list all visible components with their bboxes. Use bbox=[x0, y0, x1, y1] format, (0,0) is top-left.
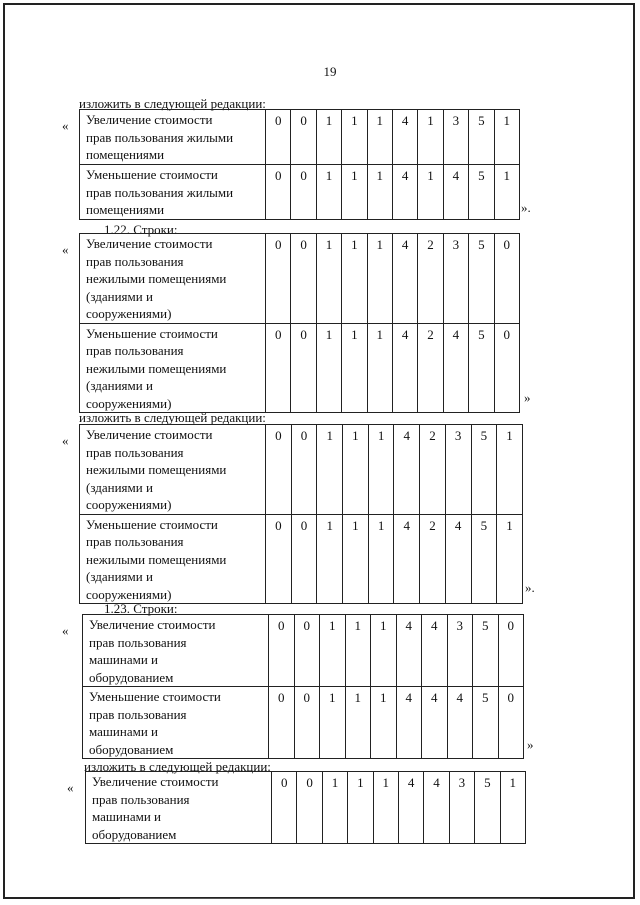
code-digit: 5 bbox=[475, 772, 500, 844]
code-digit: 4 bbox=[424, 772, 449, 844]
row-label-line: прав пользования bbox=[86, 444, 184, 460]
code-digit: 5 bbox=[473, 687, 499, 759]
row-label-line: (зданиями и bbox=[86, 378, 153, 393]
code-digit: 0 bbox=[266, 234, 291, 324]
code-digit: 3 bbox=[445, 425, 471, 515]
section-intro: 1.22. Строки: bbox=[104, 222, 178, 237]
row-label bbox=[86, 772, 272, 844]
code-digit: 4 bbox=[422, 687, 448, 759]
code-digit: 5 bbox=[471, 514, 497, 604]
row-label-line: (зданиями и bbox=[86, 569, 153, 584]
code-digit: 0 bbox=[498, 615, 524, 687]
code-digit: 0 bbox=[297, 772, 322, 844]
code-digit: 2 bbox=[418, 234, 443, 324]
code-digit: 1 bbox=[494, 165, 519, 220]
code-digit: 4 bbox=[422, 615, 448, 687]
code-digit: 2 bbox=[420, 425, 446, 515]
row-label-line: Увеличение стоимости bbox=[86, 112, 213, 127]
row-label-line: прав пользования bbox=[86, 343, 184, 358]
code-digit: 1 bbox=[497, 514, 523, 604]
code-digit: 2 bbox=[420, 514, 446, 604]
row-label-line: (зданиями и bbox=[86, 288, 153, 304]
code-digit: 1 bbox=[343, 514, 369, 604]
code-digit: 0 bbox=[291, 323, 316, 413]
code-digit: 1 bbox=[367, 110, 392, 165]
code-digit: 4 bbox=[396, 687, 422, 759]
table-row bbox=[80, 165, 520, 220]
row-label-line: машинами и bbox=[89, 652, 158, 667]
code-table bbox=[85, 771, 526, 844]
code-table bbox=[79, 424, 523, 604]
section-intro: изложить в следующей редакции: bbox=[84, 759, 271, 774]
row-label-line: (зданиями и bbox=[86, 479, 153, 495]
table-row bbox=[83, 687, 524, 759]
row-label-line: оборудованием bbox=[89, 669, 174, 685]
code-digit: 1 bbox=[316, 234, 341, 324]
row-label-line: помещениями bbox=[86, 202, 165, 217]
code-digit: 1 bbox=[320, 615, 346, 687]
code-digit: 1 bbox=[371, 687, 397, 759]
code-digit: 1 bbox=[322, 772, 347, 844]
code-digit: 0 bbox=[291, 514, 317, 604]
code-digit: 5 bbox=[469, 323, 494, 413]
code-digit: 1 bbox=[342, 110, 367, 165]
code-digit: 4 bbox=[392, 165, 417, 220]
code-digit: 4 bbox=[396, 615, 422, 687]
row-label-line: прав пользования bbox=[89, 634, 187, 650]
code-digit: 0 bbox=[494, 323, 519, 413]
code-digit: 1 bbox=[494, 110, 519, 165]
row-label-line: Уменьшение стоимости bbox=[89, 689, 221, 704]
row-label-line: Уменьшение стоимости bbox=[86, 325, 218, 341]
code-digit: 0 bbox=[294, 687, 320, 759]
close-quote: ». bbox=[525, 580, 535, 595]
row-label bbox=[80, 323, 266, 413]
code-digit: 0 bbox=[272, 772, 297, 844]
code-digit: 5 bbox=[469, 165, 494, 220]
code-digit: 4 bbox=[392, 110, 417, 165]
row-label-line: сооружениями) bbox=[86, 497, 172, 512]
code-digit: 1 bbox=[418, 165, 443, 220]
code-digit: 1 bbox=[368, 514, 394, 604]
code-digit: 0 bbox=[291, 425, 317, 515]
row-label-line: оборудованием bbox=[89, 741, 174, 757]
row-label-line: нежилыми помещениями bbox=[86, 551, 227, 567]
open-quote: « bbox=[67, 780, 74, 795]
code-digit: 1 bbox=[367, 234, 392, 324]
row-label-line: прав пользования жилыми bbox=[86, 184, 234, 200]
code-digit: 0 bbox=[269, 687, 295, 759]
code-digit: 3 bbox=[447, 615, 473, 687]
code-digit: 4 bbox=[443, 165, 468, 220]
row-label-line: помещениями bbox=[86, 147, 165, 162]
code-digit: 4 bbox=[392, 323, 417, 413]
table-row bbox=[86, 772, 526, 844]
code-digit: 4 bbox=[398, 772, 423, 844]
row-label-line: нежилыми помещениями bbox=[86, 271, 227, 286]
code-digit: 0 bbox=[494, 234, 519, 324]
section-intro: 1.23. Строки: bbox=[104, 601, 178, 616]
row-label-line: прав пользования bbox=[89, 706, 187, 722]
code-digit: 3 bbox=[443, 234, 468, 324]
code-digit: 1 bbox=[368, 425, 394, 515]
code-digit: 5 bbox=[469, 234, 494, 324]
code-digit: 1 bbox=[317, 425, 343, 515]
open-quote: « bbox=[62, 433, 69, 448]
code-digit: 4 bbox=[394, 514, 420, 604]
code-digit: 0 bbox=[266, 110, 291, 165]
row-label-line: сооружениями) bbox=[86, 395, 172, 411]
code-digit: 2 bbox=[418, 323, 443, 413]
row-label-line: сооружениями) bbox=[86, 586, 172, 602]
section-intro: изложить в следующей редакции: bbox=[79, 96, 266, 111]
code-digit: 0 bbox=[266, 165, 291, 220]
code-digit: 0 bbox=[294, 615, 320, 687]
close-quote: » bbox=[524, 390, 531, 405]
table-row bbox=[80, 514, 523, 604]
row-label-line: Уменьшение стоимости bbox=[86, 516, 218, 532]
code-digit: 1 bbox=[316, 110, 341, 165]
close-quote: » bbox=[527, 737, 534, 752]
code-digit: 1 bbox=[373, 772, 398, 844]
code-digit: 1 bbox=[342, 165, 367, 220]
code-digit: 5 bbox=[473, 615, 499, 687]
row-label-line: Увеличение стоимости bbox=[92, 774, 219, 789]
code-digit: 0 bbox=[291, 110, 316, 165]
code-digit: 1 bbox=[497, 425, 523, 515]
close-quote: ». bbox=[521, 200, 531, 215]
code-digit: 0 bbox=[266, 323, 291, 413]
row-label-line: машинами и bbox=[89, 724, 158, 739]
code-digit: 0 bbox=[266, 514, 292, 604]
section-intro: изложить в следующей редакции: bbox=[79, 410, 266, 425]
row-label bbox=[80, 110, 266, 165]
code-digit: 1 bbox=[367, 323, 392, 413]
code-digit: 1 bbox=[316, 323, 341, 413]
row-label-line: оборудованием bbox=[92, 826, 177, 842]
code-digit: 3 bbox=[443, 110, 468, 165]
row-label bbox=[83, 687, 269, 759]
page-number: 19 bbox=[323, 64, 337, 79]
table-row bbox=[80, 234, 520, 324]
code-digit: 1 bbox=[343, 425, 369, 515]
row-label bbox=[80, 165, 266, 220]
code-digit: 0 bbox=[291, 165, 316, 220]
open-quote: « bbox=[62, 118, 69, 133]
code-table bbox=[79, 109, 520, 220]
table-row bbox=[80, 323, 520, 413]
code-digit: 4 bbox=[445, 514, 471, 604]
code-digit: 1 bbox=[500, 772, 525, 844]
row-label-line: сооружениями) bbox=[86, 306, 172, 321]
row-label-line: прав пользования жилыми bbox=[86, 129, 234, 145]
scan-edge bbox=[120, 898, 540, 899]
code-digit: 1 bbox=[418, 110, 443, 165]
code-digit: 1 bbox=[348, 772, 373, 844]
row-label-line: Увеличение стоимости bbox=[86, 236, 213, 251]
code-digit: 4 bbox=[447, 687, 473, 759]
code-digit: 1 bbox=[342, 234, 367, 324]
code-digit: 5 bbox=[471, 425, 497, 515]
row-label-line: прав пользования bbox=[86, 534, 184, 549]
row-label-line: прав пользования bbox=[86, 253, 184, 269]
code-digit: 1 bbox=[345, 687, 371, 759]
row-label-line: Уменьшение стоимости bbox=[86, 167, 218, 182]
code-digit: 0 bbox=[291, 234, 316, 324]
code-digit: 1 bbox=[317, 514, 343, 604]
table-row bbox=[80, 110, 520, 165]
code-digit: 1 bbox=[345, 615, 371, 687]
row-label-line: машинами и bbox=[92, 809, 161, 824]
row-label bbox=[80, 234, 266, 324]
code-digit: 4 bbox=[392, 234, 417, 324]
row-label bbox=[83, 615, 269, 687]
code-digit: 4 bbox=[394, 425, 420, 515]
row-label bbox=[80, 514, 266, 604]
row-label-line: Увеличение стоимости bbox=[89, 617, 216, 632]
table-row bbox=[83, 615, 524, 687]
code-table bbox=[82, 614, 524, 759]
code-digit: 1 bbox=[316, 165, 341, 220]
code-table bbox=[79, 233, 520, 413]
code-digit: 1 bbox=[342, 323, 367, 413]
table-row bbox=[80, 425, 523, 515]
code-digit: 5 bbox=[469, 110, 494, 165]
open-quote: « bbox=[62, 623, 69, 638]
open-quote: « bbox=[62, 242, 69, 257]
row-label-line: нежилыми помещениями bbox=[86, 462, 227, 477]
row-label-line: прав пользования bbox=[92, 791, 190, 807]
row-label-line: нежилыми помещениями bbox=[86, 360, 227, 376]
code-digit: 0 bbox=[498, 687, 524, 759]
code-digit: 1 bbox=[320, 687, 346, 759]
row-label bbox=[80, 425, 266, 515]
row-label-line: Увеличение стоимости bbox=[86, 427, 213, 442]
code-digit: 4 bbox=[443, 323, 468, 413]
code-digit: 0 bbox=[266, 425, 292, 515]
code-digit: 1 bbox=[367, 165, 392, 220]
code-digit: 3 bbox=[449, 772, 474, 844]
code-digit: 0 bbox=[269, 615, 295, 687]
code-digit: 1 bbox=[371, 615, 397, 687]
